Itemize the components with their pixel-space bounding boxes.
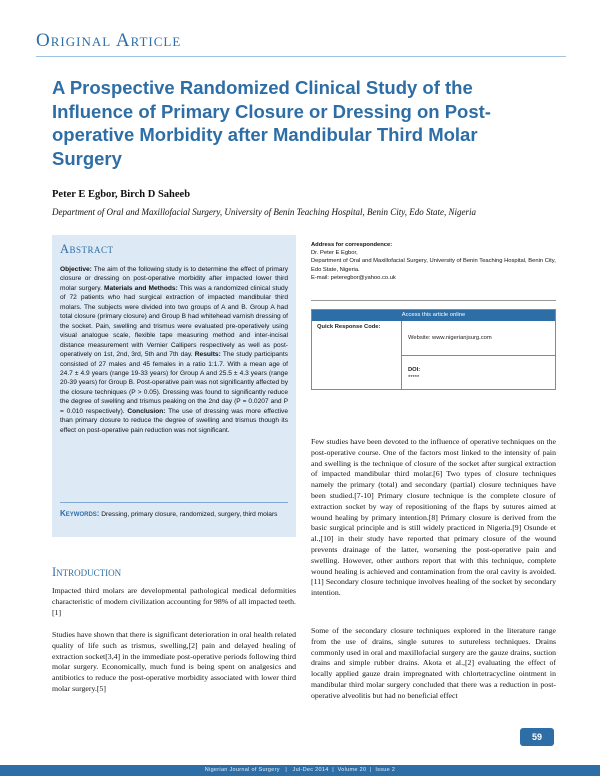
qr-code-label: Quick Response Code:	[317, 324, 381, 330]
keywords-label: Keywords:	[60, 509, 100, 518]
keywords-divider	[60, 502, 288, 503]
introduction-heading: Introduction	[52, 565, 122, 579]
abstract-box	[52, 235, 296, 537]
footer-date: Jul-Dec 2014	[292, 767, 329, 773]
article-affiliation: Department of Oral and Maxillofacial Surgery, University of Benin Teaching Hospital, Benin City, Edo State, Nigeria	[52, 207, 477, 217]
correspondence-name: Dr. Peter E Egbor,	[311, 250, 358, 257]
article-title: A Prospective Randomized Clinical Study of the Influence of Primary Closure or Dressing on Post-operative Morbidity after Mandibular Third Molar Surgery	[52, 77, 491, 169]
correspondence-email[interactable]: E-mail: peteregbor@yahoo.co.uk	[311, 274, 396, 281]
introduction-paragraph-2: Studies have shown that there is significant deterioration in oral health related quality of life such as trismus, swelling,[2] pain and delayed healing of extraction socket[3,4] in the immediate post-operative periods following third molar surgery. Economically, much fund is being spent on analgesics and antibiotics to reduce the post-operative morbidity associated with lower third molar surgery.[5]	[52, 630, 296, 693]
access-box-divider-horizontal	[401, 355, 556, 356]
methods-text: This was a randomized clinical study of 72 patients who had surgical extraction of impacted mandibular third molars. The subjects were divided into two groups of A and B. Group A had total closure (primary closure) and Group B had whitehead varnish dressing of the socket. Pain, swelling and trismus were evaluated pre-operatively using visual analogue scale, flexible tape measuring method and inter-incisal distance measurement with Vernier Callipers respectively as well as post-operatively on 1st, 2nd, 3rd, 5th and 7th day.	[60, 284, 289, 359]
right-column-paragraph-1: Few studies have been devoted to the influence of operative techniques on the post-operative course. One of the factors most linked to the intensity of pain and swelling is the technique of closure of the socket after surgical extraction of impacted mandibular third molar.[6] Two types of closure techniques namely the primary (total) and secondary (partial) closure techniques have been studied.[7-10] Primary closure technique is the complete closure of extraction socket by way of repositioning of the flaps by sutures aimed at wound healing by primary intention.[8] Primary closure is derived from the basic surgical principle and is still widely practiced in Nigeria.[9] Osunde et al.,[10] in their study have reported that primary closure of the wound prevents drainage of the latter, worsening the post-operative pain and swelling. However, other authors report that with this technique, complete wound healing is achieved and contamination from the oral cavity is avoided.[11] Secondary closure technique involves healing of the socket by secondary intention.	[311, 437, 556, 598]
page-number: 59	[520, 728, 554, 746]
section-label: Original Article	[36, 30, 182, 51]
section-divider	[36, 56, 566, 57]
article-authors: Peter E Egbor, Birch D Saheeb	[52, 189, 191, 200]
right-column-paragraph-2: Some of the secondary closure techniques explored in the literature range from the use of drains, single sutures to sutureless techniques. Drains commonly used in oral and maxillofacial surgery are the gauze drains, suction drains and simple rubber drains. Akota et al.,[2] evaluating the effect of locally applied gauze drain impregnated with chlortetracycline ointment in mandibular third molar surgery concluded that there was a reduction in post-operative alveolitis but had no beneficial effect	[311, 626, 556, 700]
methods-label: Materials and Methods:	[104, 284, 178, 292]
results-text: The study participants consisted of 27 males and 45 females in a ratio 1:1.7. With a mean age of 24.7 ± 4.9 years (range 19-33 years) for Group A and 25.5 ± 4.3 years (range 20-39 years) for Group B. Post-operative pain was not significantly affected by the closure techniques (P > 0.05). Dressing was found to significantly reduce the degree of swelling and trismus peaking on the 2nd day (P = 0.0207 and P = 0.010 respectively).	[60, 351, 288, 415]
correspondence-address: Department of Oral and Maxillofacial Surgery, University of Benin Teaching Hospital, Benin City, Edo State, Nigeria.	[311, 258, 556, 273]
abstract-heading: Abstract	[60, 242, 114, 256]
correspondence-title: Address for correspondence:	[311, 242, 393, 248]
conclusion-label: Conclusion:	[127, 407, 166, 415]
correspondence-block	[311, 241, 556, 282]
website-link[interactable]: Website: www.nigerianjsurg.com	[408, 335, 492, 341]
objective-label: Objective:	[60, 266, 92, 273]
abstract-text	[60, 265, 288, 435]
access-online-box	[311, 309, 556, 390]
footer-volume: Volume 20	[337, 767, 367, 773]
keywords-text: Dressing, primary closure, randomized, surgery, third molars	[101, 511, 278, 518]
results-label: Results:	[194, 351, 221, 359]
doi-block	[408, 366, 420, 382]
keywords	[60, 509, 288, 519]
footer-issue: Issue 2	[375, 767, 396, 773]
doi-value: *****	[408, 375, 420, 381]
footer-text: Nigerian Journal of Surgery | Jul-Dec 2014 | Volume 20 | Issue 2	[204, 767, 396, 773]
doi-label: DOI:	[408, 367, 421, 373]
correspondence-divider	[311, 300, 556, 301]
objective-text: The aim of the following study is to determine the effect of primary closure or dressing on post-operative morbidity after impacted lower third molar surgery.	[60, 266, 288, 292]
introduction-paragraph-1: Impacted third molars are developmental pathological medical deformities characteristic of modern civilization accounting for 98% of all impacted teeth.[1]	[52, 586, 296, 617]
access-heading: Access this article online	[312, 310, 555, 321]
conclusion-text: The use of dressing was more effective than primary closure to reduce the degree of swelling and trismus though its effect on post-operative pain reduction was not significant.	[60, 407, 289, 434]
footer-journal: Nigerian Journal of Surgery	[204, 767, 280, 773]
